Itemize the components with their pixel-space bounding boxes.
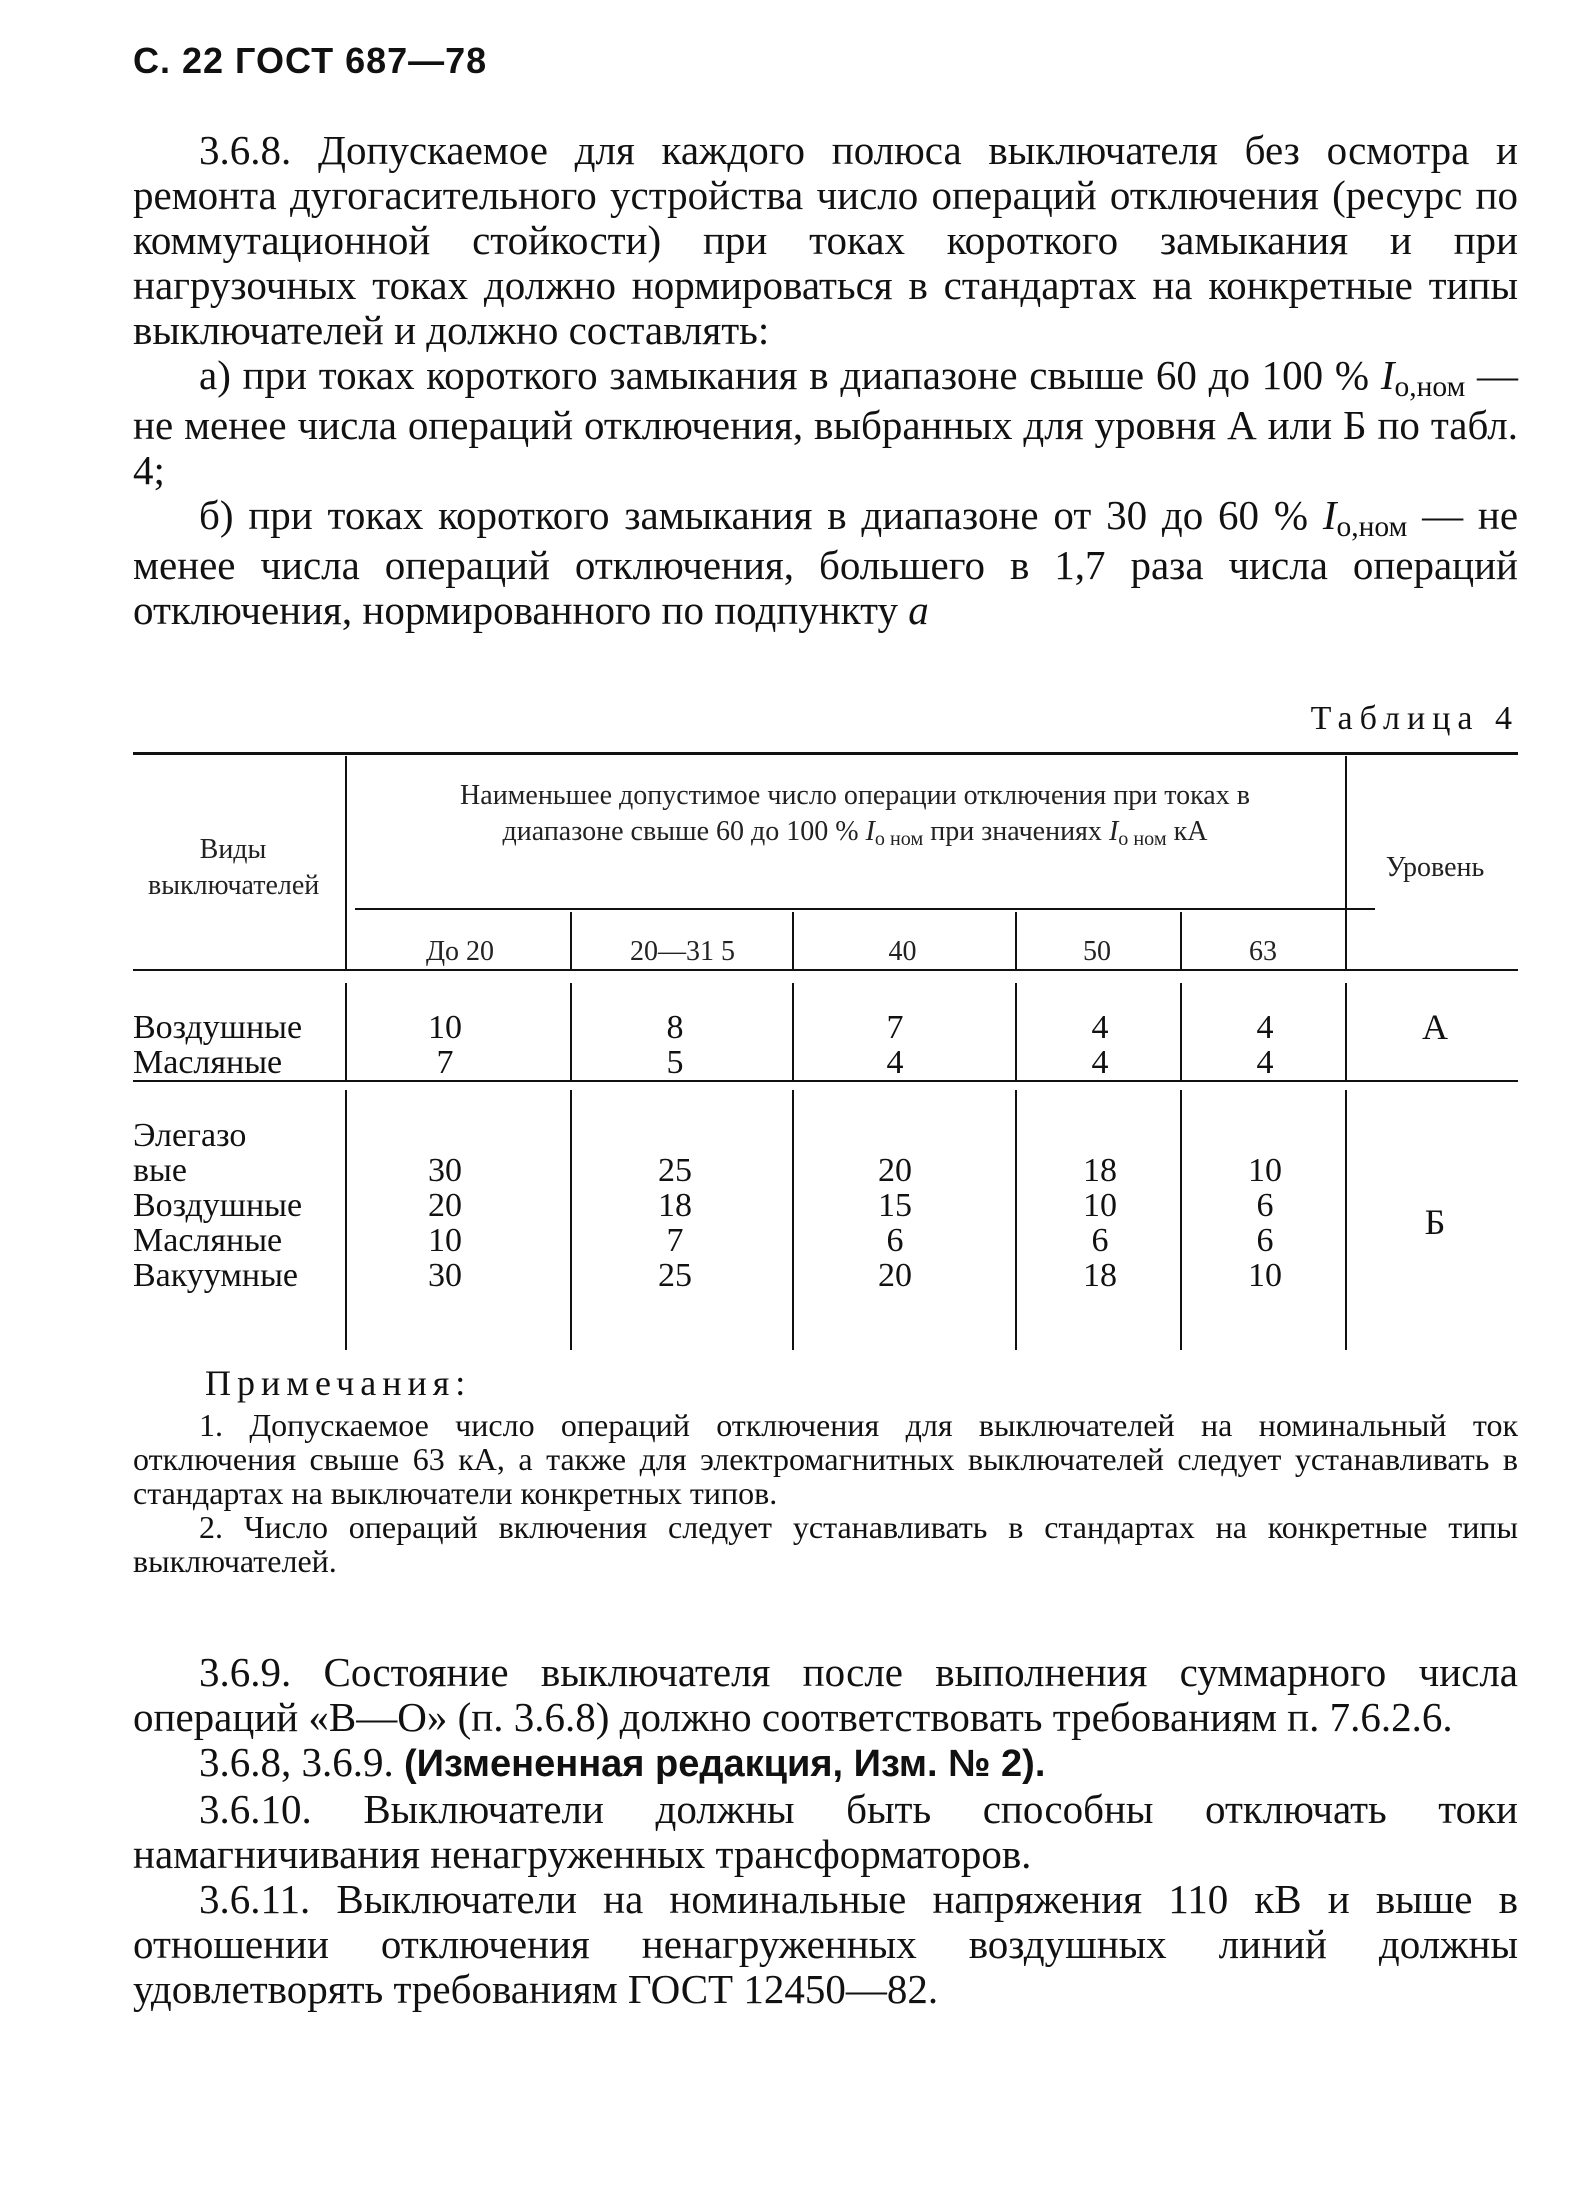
para-3-6-11: 3.6.11. Выключатели на номинальные напряжения 110 кВ и выше в отношении отключения ненагруженных воздушных линий должны удовлетворять требованиям ГОСТ 12450—82.: [133, 1876, 1518, 2012]
table-cell: 15: [878, 1187, 912, 1224]
row-label: Масляные: [133, 1044, 283, 1081]
para-3-6-8-item-b: б) при токах короткого замыкания в диапазоне от 30 до 60 % Iо,ном — не менее числа операций отключения, большего в 1,7 раза числа операций отключения, нормированного по подпункту а: [133, 492, 1519, 633]
row-label: Вакуумные: [133, 1257, 299, 1294]
subcol-header: 20—31 5: [630, 936, 735, 967]
table-cell: 6: [1256, 1222, 1274, 1259]
table-caption: Таблица 4: [1310, 700, 1519, 737]
para-3-6-8-intro: 3.6.8. Допускаемое для каждого полюса выключателя без осмотра и ремонта дугогасительного устройства число операций отключения (ресурс по коммутационной стойкости) при токах короткого замыкания и при нагрузочных токах должно нормироваться в стандартах на конкретные типы выключателей и должно составлять:: [133, 127, 1518, 353]
table-cell: 6: [1091, 1222, 1109, 1259]
level-a: А: [1422, 1007, 1448, 1047]
row-label: вые: [133, 1152, 187, 1189]
table-cell: 20: [878, 1152, 912, 1189]
table-cell: 18: [1083, 1257, 1117, 1294]
table-cell: 6: [886, 1222, 904, 1259]
col-header-types: Виды выключателей: [148, 834, 320, 901]
table-cell: 20: [878, 1257, 912, 1294]
table-cell: 10: [1248, 1152, 1282, 1189]
row-label: Воздушные: [133, 1009, 303, 1046]
col-header-level: Уровень: [1385, 852, 1485, 883]
table-cell: 25: [658, 1152, 692, 1189]
table-cell: 4: [1256, 1009, 1274, 1046]
subcol-header: 40: [888, 936, 917, 967]
amendment-note: 3.6.8, 3.6.9. (Измененная редакция, Изм. № 2).: [199, 1739, 1046, 1785]
table-cell: 10: [428, 1009, 462, 1046]
level-b: Б: [1424, 1202, 1446, 1242]
note-1: 1. Допускаемое число операций отключения для выключателей на номинальный ток отключения свыше 63 кА, а также для электромагнитных выключателей следует устанавливать в стандартах на выключатели конкретных типов.: [133, 1407, 1518, 1511]
table-cell: 4: [1091, 1044, 1109, 1081]
page-header: С. 22 ГОСТ 687—78: [133, 40, 488, 81]
notes-title: Примечания:: [205, 1363, 472, 1403]
table-cell: 8: [666, 1009, 684, 1046]
table-cell: 25: [658, 1257, 692, 1294]
table-cell: 30: [428, 1257, 462, 1294]
row-label: Элегазо: [133, 1117, 247, 1154]
table-cell: 18: [658, 1187, 692, 1224]
subcol-header: До 20: [425, 936, 495, 967]
table-cell: 10: [1248, 1257, 1282, 1294]
subcol-header: 63: [1249, 936, 1277, 967]
col-header-group: Наименьшее допустимое число операции отключения при токах в диапазоне свыше 60 до 100 % Iо ном при значениях Iо ном кА: [460, 780, 1250, 851]
para-3-6-8-item-a: а) при токах короткого замыкания в диапазоне свыше 60 до 100 % Iо,ном — не менее числа операций отключения, выбранных для уровня А или Б по табл. 4;: [133, 352, 1519, 493]
table-cell: 4: [1256, 1044, 1274, 1081]
section-3-6-9-to-3-6-11: [133, 1650, 1518, 2012]
table-cell: 6: [1256, 1187, 1274, 1224]
para-3-6-9: 3.6.9. Состояние выключателя после выполнения суммарного числа операций «В—О» (п. 3.6.8) должно соответствовать требованиям п. 7.6.2.6.: [133, 1649, 1518, 1740]
para-3-6-10: 3.6.10. Выключатели должны быть способны отключать токи намагничивания ненагруженных трансформаторов.: [133, 1786, 1518, 1877]
table-cell: 4: [886, 1044, 904, 1081]
notes: [133, 1408, 1518, 1578]
row-label: Воздушные: [133, 1187, 303, 1224]
table-cell: 7: [886, 1009, 904, 1046]
row-label: Масляные: [133, 1222, 283, 1259]
table-cell: 4: [1091, 1009, 1109, 1046]
table-cell: 5: [666, 1044, 684, 1081]
table-cell: 10: [428, 1222, 462, 1259]
note-2: 2. Число операций включения следует устанавливать в стандартах на конкретные типы выключателей.: [133, 1509, 1518, 1579]
table-cell: 7: [666, 1222, 684, 1259]
table-cell: 10: [1083, 1187, 1117, 1224]
subcol-header: 50: [1083, 936, 1111, 967]
section-3-6-8: [133, 128, 1518, 633]
table-cell: 18: [1083, 1152, 1117, 1189]
table-cell: 20: [428, 1187, 462, 1224]
table-cell: 7: [436, 1044, 454, 1081]
table-cell: 30: [428, 1152, 462, 1189]
